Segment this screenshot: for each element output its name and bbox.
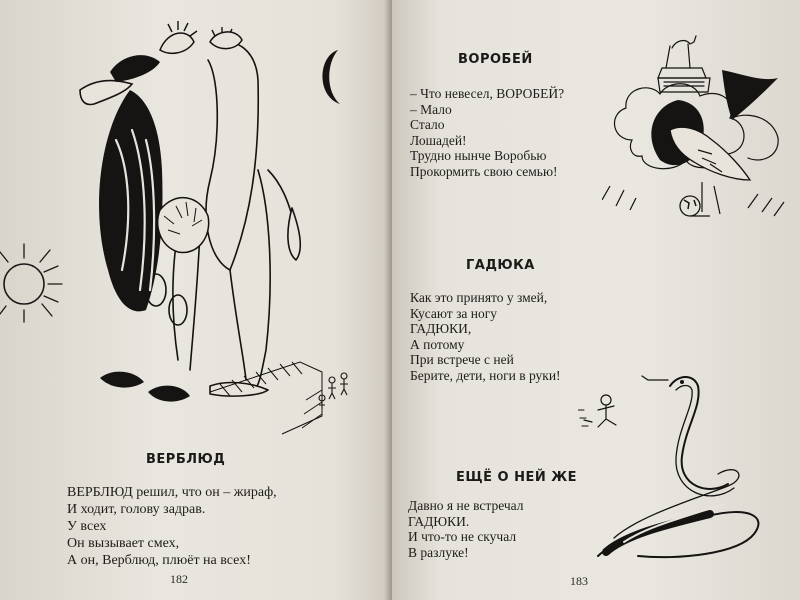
verse-line: – Мало (410, 101, 452, 117)
verse-line: – Что невесел, ВОРОБЕЙ? (410, 86, 565, 101)
sparrow-illustration (602, 30, 794, 230)
page-number-right: 183 (570, 574, 588, 588)
verse-line: Стало (410, 117, 445, 132)
right-page (392, 0, 800, 600)
verse-line: У всех (67, 519, 107, 534)
verse-line: Трудно нынче Воробью (410, 148, 547, 163)
poem-camel-text (67, 484, 277, 569)
poem-title-sparrow: ВОРОБЕЙ (458, 52, 533, 67)
verse-line: При встрече с ней (410, 352, 514, 367)
verse-line: ВЕРБЛЮД решил, что он – жираф, (67, 485, 277, 500)
verse-line: И что-то не скучал (408, 529, 517, 544)
snake-illustration (578, 366, 788, 566)
verse-line: Он вызывает смех, (67, 536, 180, 551)
verse-line: ГАДЮКИ. (408, 513, 470, 529)
sun-icon (0, 240, 64, 324)
camel-illustration (60, 20, 360, 440)
poem-title-camel: ВЕРБЛЮД (146, 452, 226, 467)
verse-line: ГАДЮКИ, (410, 321, 472, 336)
verse-line: Кусают за ногу (410, 305, 498, 321)
poem-about-her-text (408, 498, 524, 560)
poem-sparrow-text (410, 86, 564, 179)
poem-title-about-her: ЕЩЁ О НЕЙ ЖЕ (456, 470, 578, 485)
poem-viper-text (410, 290, 561, 383)
verse-line: Прокормить свою семью! (410, 163, 558, 179)
verse-line: И ходит, голову задрав. (67, 502, 206, 517)
verse-line: Лошадей! (410, 132, 467, 148)
verse-line: Берите, дети, ноги в руки! (410, 367, 561, 383)
verse-line: А потому (410, 336, 465, 352)
verse-line: В разлуке! (408, 544, 469, 560)
page-number-left: 182 (170, 572, 188, 586)
verse-line: А он, Верблюд, плюёт на всех! (67, 553, 251, 568)
left-page (0, 0, 392, 600)
verse-line: Как это принято у змей, (410, 290, 548, 305)
verse-line: Давно я не встречал (408, 498, 524, 513)
poem-title-viper: ГАДЮКА (466, 258, 535, 273)
